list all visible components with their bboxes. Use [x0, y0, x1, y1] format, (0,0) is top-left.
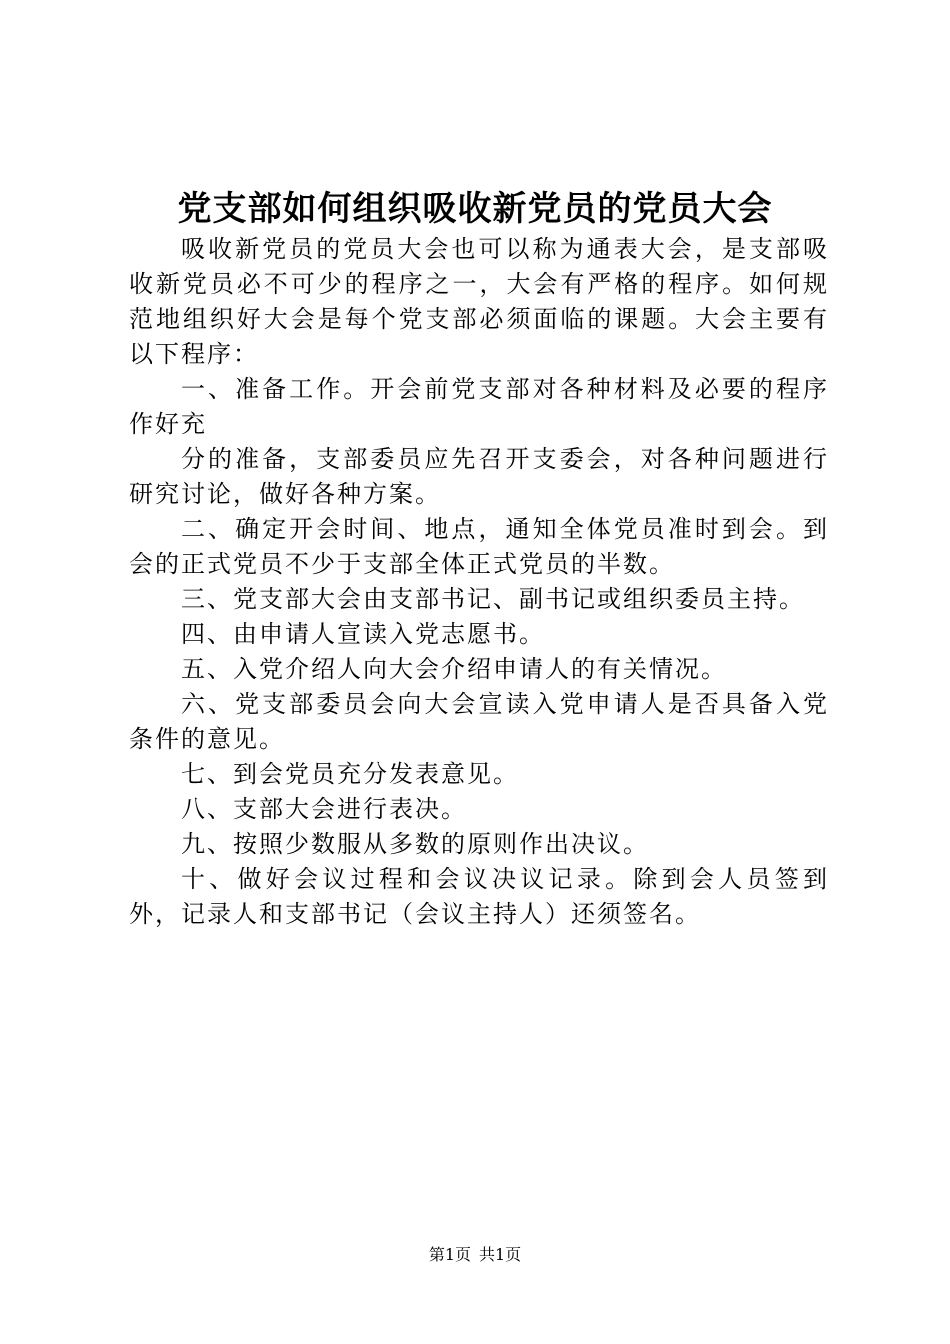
paragraph-step-8: 八、支部大会进行表决。 — [181, 795, 467, 823]
page-number: 第1页 — [428, 1245, 471, 1264]
paragraph-step-2: 二、确定开会时间、地点，通知全体党员准时到会。到会的正式党员不少于支部全体正式党员的半数。 — [129, 515, 829, 578]
paragraph-step-10: 十、做好会议过程和会议决议记录。除到会人员签到外，记录人和支部书记（会议主持人）还须签名。 — [129, 865, 829, 928]
paragraph-step-6: 六、党支部委员会向大会宣读入党申请人是否具备入党条件的意见。 — [129, 690, 829, 753]
paragraph-step-1-continued: 分的准备，支部委员应先召开支委会，对各种问题进行研究讨论，做好各种方案。 — [129, 445, 829, 508]
document-body — [129, 232, 829, 932]
paragraph-step-1: 一、准备工作。开会前党支部对各种材料及必要的程序作好充 — [129, 375, 829, 438]
document-title: 党支部如何组织吸收新党员的党员大会 — [177, 189, 773, 229]
paragraph-step-4: 四、由申请人宣读入党志愿书。 — [181, 620, 545, 648]
paragraph-step-7: 七、到会党员充分发表意见。 — [181, 760, 519, 788]
page-total: 共1页 — [479, 1245, 522, 1264]
paragraph-step-5: 五、入党介绍人向大会介绍申请人的有关情况。 — [181, 655, 727, 683]
paragraph-intro: 吸收新党员的党员大会也可以称为通表大会，是支部吸收新党员必不可少的程序之一，大会有严格的程序。如何规范地组织好大会是每个党支部必须面临的课题。大会主要有以下程序： — [129, 235, 829, 368]
page-footer — [0, 1243, 950, 1267]
paragraph-step-3: 三、党支部大会由支部书记、副书记或组织委员主持。 — [181, 585, 805, 613]
paragraph-step-9: 九、按照少数服从多数的原则作出决议。 — [181, 830, 649, 858]
